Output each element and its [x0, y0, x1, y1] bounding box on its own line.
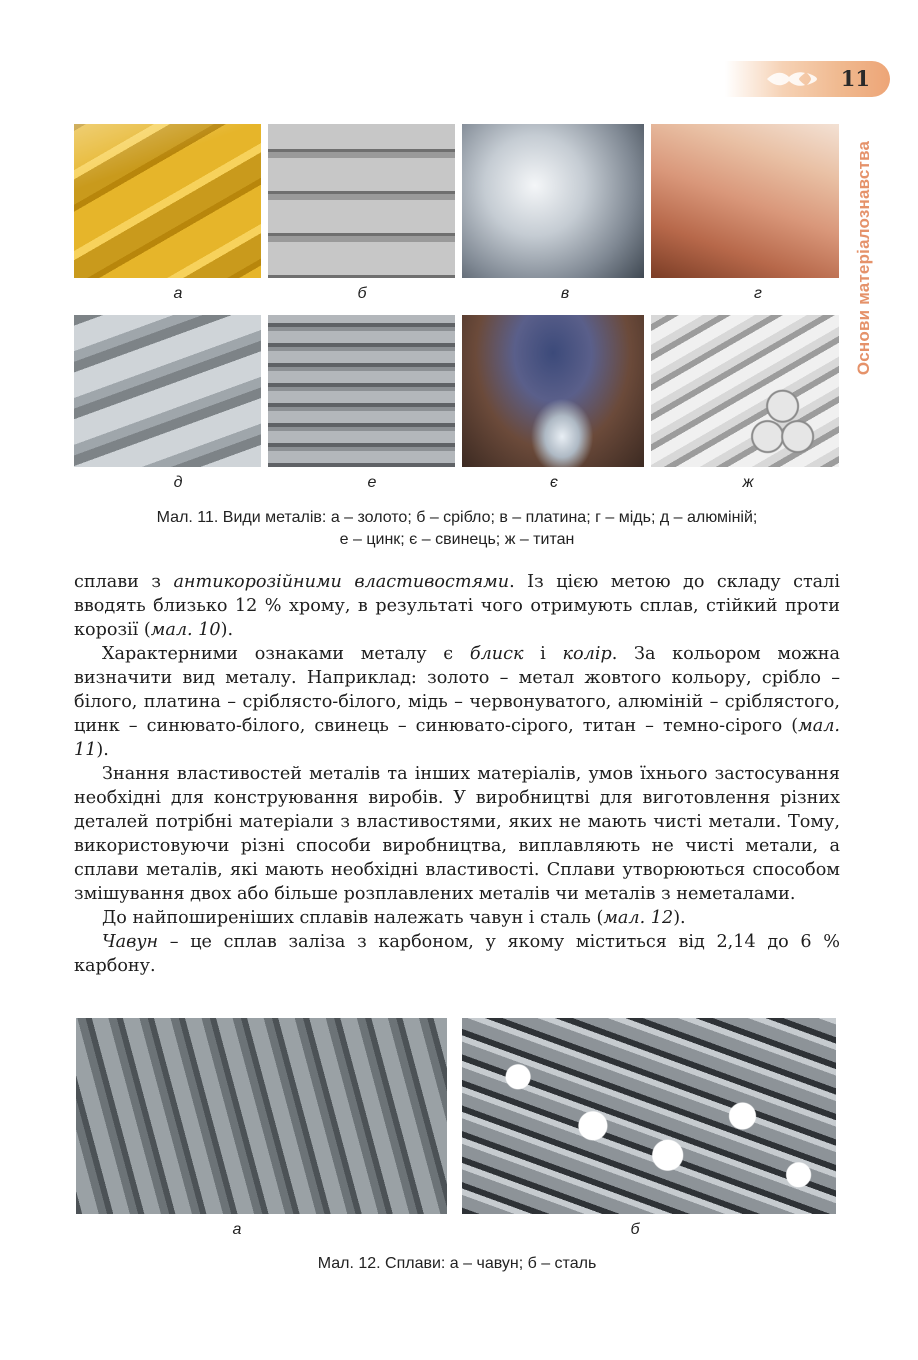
page-number-tab	[725, 61, 890, 97]
photo-cast-iron	[76, 1018, 447, 1214]
figure11-letter-zh: ж	[742, 474, 754, 491]
paragraph-3: Знання властивостей металів та інших матеріалів, умов їхнього застосування необхідні для конструювання виробів. У виробництві для виготовлення різних деталей потрібні матеріали з властивостями, яких не мають чисті метали. Тому, використовуючи різні способи виробництва, виплавляють не чисті метали, а сплави металів, які мають необхідні властивості. Сплави утворюються способом змішування двох або більше розплавлених металів чи металів з неметалами.	[74, 764, 840, 904]
section-side-title	[851, 123, 877, 393]
photo-silver	[268, 124, 455, 278]
photo-copper	[651, 124, 839, 278]
photo-aluminium	[74, 315, 261, 467]
figure11-caption-line2: е – цинк; є – свинець; ж – титан	[339, 531, 575, 548]
ornament-icon	[765, 67, 819, 91]
paragraph-4: До найпоширеніших сплавів належать чавун і сталь (мал. 12).	[102, 908, 686, 928]
photo-gold	[74, 124, 261, 278]
figure11-letter-h: г	[754, 285, 762, 302]
photo-platinum	[462, 124, 644, 278]
figure12-letter-a: а	[232, 1221, 242, 1238]
figure12-caption: Мал. 12. Сплави: а – чавун; б – сталь	[317, 1255, 597, 1272]
figure11-letter-e: е	[367, 474, 377, 491]
page-number: 11	[840, 66, 870, 91]
photo-titanium	[651, 315, 839, 467]
paragraph-2: Характерними ознаками металу є блиск і колір. За кольором можна визначити вид металу. Наприклад: золото – метал жовтого кольору, срібло – білого, платина – сріблясто-білого, мідь – червонуватого, алюміній – сріблястого, цинк – синювато-білого, свинець – синювато-сірого, титан – темно-сірого (мал. 11).	[74, 644, 841, 760]
figure11-letter-d: д	[173, 474, 183, 491]
section-side-title-text: Основи матеріалознавства	[854, 140, 873, 376]
figure12-letter-b: б	[630, 1221, 640, 1238]
figure11-caption-line1: Мал. 11. Види металів: а – золото; б – срібло; в – платина; г – мідь; д – алюміній;	[156, 509, 758, 526]
figure11-caption	[74, 507, 840, 551]
figure11-letter-ye: є	[550, 474, 558, 491]
figure11-letter-v: в	[560, 285, 570, 302]
body-text	[74, 570, 840, 978]
photo-zinc	[268, 315, 455, 467]
paragraph-1: сплави з антикорозійними властивостями. Із цією метою до складу сталі вводять близько 12 % хрому, в результаті чого отримують сплав, стійкий проти корозії (мал. 10).	[74, 572, 840, 640]
photo-steel	[462, 1018, 836, 1214]
figure11-letter-a: а	[173, 285, 183, 302]
paragraph-5: Чавун – це сплав заліза з карбоном, у якому міститься від 2,14 до 6 % карбону.	[74, 932, 840, 976]
figure11-letter-b: б	[357, 285, 367, 302]
photo-lead	[462, 315, 644, 467]
